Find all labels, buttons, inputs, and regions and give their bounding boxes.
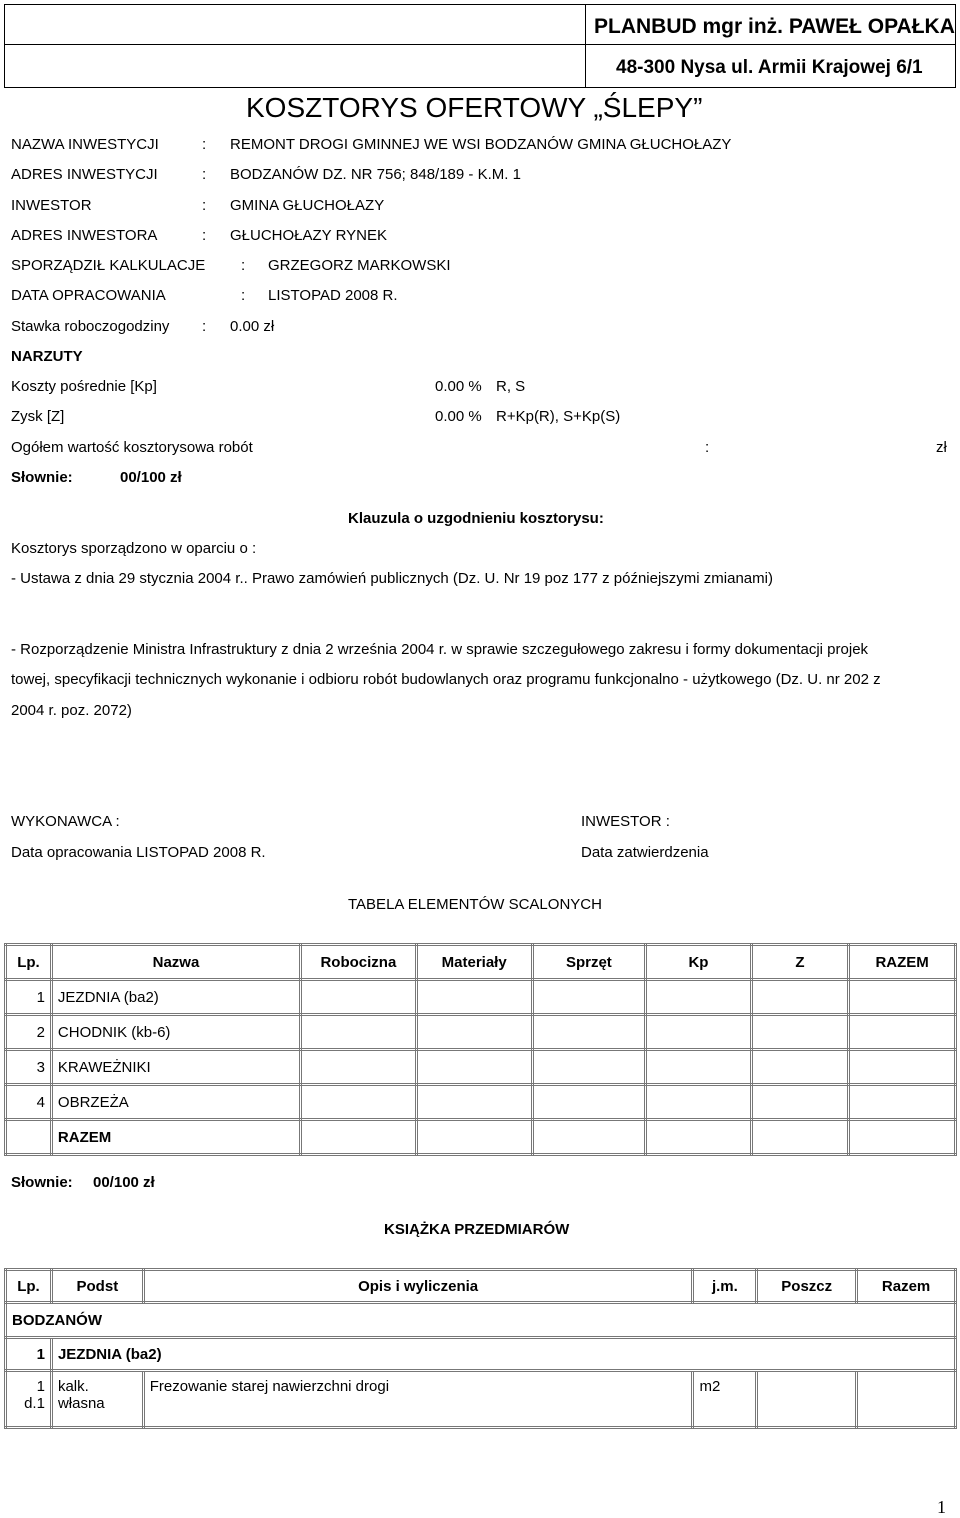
colon: :	[202, 318, 207, 335]
stawka-value: 0.00 zł	[230, 318, 275, 335]
elements-table-title: TABELA ELEMENTÓW SCALONYCH	[348, 896, 602, 913]
header-poszcz: Poszcz	[757, 1270, 857, 1303]
data-opracowania-label: DATA OPRACOWANIA	[11, 287, 166, 304]
total-label: Ogółem wartość kosztorysowa robót	[11, 439, 253, 456]
item-jm: m2	[693, 1371, 757, 1428]
row-lp: 1	[6, 980, 52, 1015]
narzuty-heading: NARZUTY	[11, 348, 83, 365]
header-razem: Razem	[857, 1270, 956, 1303]
inwestor-signature-label: INWESTOR :	[581, 813, 670, 830]
elements-slownie-value: 00/100 zł	[93, 1174, 155, 1191]
inwestor-value: GMINA GŁUCHOŁAZY	[230, 197, 385, 214]
elements-slownie-label: Słownie:	[11, 1174, 73, 1191]
row-nazwa: KRAWEŻNIKI	[51, 1050, 300, 1085]
adres-inwestycji-value: BODZANÓW DZ. NR 756; 848/189 - K.M. 1	[230, 166, 521, 183]
klauzula-line-2: - Rozporządzenie Ministra Infrastruktury z dnia 2 września 2004 r. w sprawie szczegułowego zakresu i formy dokumentacji projek	[11, 641, 869, 658]
slownie-label: Słownie:	[11, 469, 73, 486]
klauzula-line-4: 2004 r. poz. 2072)	[11, 702, 132, 719]
group-row	[6, 1338, 956, 1371]
header-lp: Lp.	[6, 1270, 52, 1303]
item-podst	[51, 1371, 143, 1428]
nazwa-value: REMONT DROGI GMINNEJ WE WSI BODZANÓW GMINA GŁUCHOŁAZY	[230, 136, 732, 153]
page-number: 1	[937, 1497, 946, 1517]
kp-value: 0.00 %	[435, 378, 482, 395]
elements-table	[4, 943, 957, 1156]
adres-inwestycji-label: ADRES INWESTYCJI	[11, 166, 158, 183]
item-podst-1: kalk.	[57, 1378, 89, 1395]
wykonawca-label: WYKONAWCA :	[11, 813, 120, 830]
colon: :	[241, 257, 246, 274]
kp-base: R, S	[496, 378, 526, 395]
kp-label: Koszty pośrednie [Kp]	[11, 378, 157, 395]
header-kp: Kp	[646, 945, 752, 980]
data-opracowania-value: LISTOPAD 2008 R.	[268, 287, 398, 304]
header-razem: RAZEM	[849, 945, 956, 980]
colon: :	[202, 136, 207, 153]
row-nazwa: JEZDNIA (ba2)	[51, 980, 300, 1015]
table-row	[6, 1050, 956, 1085]
item-lp-1: 1	[36, 1378, 45, 1395]
item-opis: Frezowanie starej nawierzchni drogi	[143, 1371, 693, 1428]
document-title: KOSZTORYS OFERTOWY „ŚLEPY”	[246, 92, 703, 123]
total-row-label: RAZEM	[51, 1120, 300, 1155]
sporzadzil-value: GRZEGORZ MARKOWSKI	[268, 257, 451, 274]
header-materialy: Materiały	[416, 945, 532, 980]
row-lp: 4	[6, 1085, 52, 1120]
table-row	[6, 1371, 956, 1428]
inwestor-label: INWESTOR	[11, 197, 92, 214]
colon: :	[202, 227, 207, 244]
data-zatwierdzenia: Data zatwierdzenia	[581, 844, 709, 861]
przedmiar-title: KSIĄŻKA PRZEDMIARÓW	[384, 1221, 570, 1238]
row-nazwa: OBRZEŻA	[51, 1085, 300, 1120]
zysk-value: 0.00 %	[435, 408, 482, 425]
zysk-label: Zysk [Z]	[11, 408, 65, 425]
group-lp: 1	[6, 1338, 52, 1371]
company-address: 48-300 Nysa ul. Armii Krajowej 6/1	[616, 57, 923, 78]
klauzula-intro: Kosztorys sporządzono w oparciu o :	[11, 540, 257, 557]
header-sprzet: Sprzęt	[532, 945, 646, 980]
row-lp: 2	[6, 1015, 52, 1050]
section-row	[6, 1303, 956, 1338]
company-name: PLANBUD mgr inż. PAWEŁ OPAŁKA	[594, 15, 955, 38]
header-podst: Podst	[51, 1270, 143, 1303]
klauzula-heading: Klauzula o uzgodnieniu kosztorysu:	[348, 510, 604, 527]
slownie-value: 00/100 zł	[120, 469, 182, 486]
adres-inwestora-value: GŁUCHOŁAZY RYNEK	[230, 227, 387, 244]
adres-inwestora-label: ADRES INWESTORA	[11, 227, 158, 244]
data-opracowania-signature: Data opracowania LISTOPAD 2008 R.	[11, 844, 266, 861]
header-jm: j.m.	[693, 1270, 757, 1303]
nazwa-label: NAZWA INWESTYCJI	[11, 136, 159, 153]
total-currency: zł	[936, 439, 947, 456]
header-lp: Lp.	[6, 945, 52, 980]
sporzadzil-label: SPORZĄDZIŁ KALKULACJE	[11, 257, 206, 274]
item-lp-2: d.1	[24, 1395, 45, 1412]
header-opis: Opis i wyliczenia	[143, 1270, 693, 1303]
klauzula-line-1: - Ustawa z dnia 29 stycznia 2004 r.. Prawo zamówień publicznych (Dz. U. Nr 19 poz 177 z późniejszymi zmianami)	[11, 570, 773, 587]
colon: :	[202, 166, 207, 183]
table-total-row	[6, 1120, 956, 1155]
row-lp: 3	[6, 1050, 52, 1085]
zysk-base: R+Kp(R), S+Kp(S)	[496, 408, 621, 425]
group-name: JEZDNIA (ba2)	[51, 1338, 955, 1371]
letterhead-divider	[585, 4, 586, 88]
section-name: BODZANÓW	[6, 1303, 956, 1338]
table-row	[6, 1085, 956, 1120]
row-nazwa: CHODNIK (kb-6)	[51, 1015, 300, 1050]
colon: :	[705, 439, 710, 456]
przedmiar-table	[4, 1268, 957, 1429]
header-z: Z	[751, 945, 849, 980]
table-header-row	[6, 1270, 956, 1303]
letterhead	[4, 4, 956, 90]
colon: :	[241, 287, 246, 304]
item-lp	[6, 1371, 52, 1428]
klauzula-line-3: towej, specyfikacji technicznych wykonanie i odbioru robót budowlanych oraz programu funkcjonalno - użytkowego (Dz. U. nr 202 z	[11, 671, 881, 688]
item-podst-2: własna	[57, 1395, 105, 1412]
stawka-label: Stawka roboczogodziny	[11, 318, 170, 335]
colon: :	[202, 197, 207, 214]
header-robocizna: Robocizna	[300, 945, 416, 980]
header-nazwa: Nazwa	[51, 945, 300, 980]
table-row	[6, 1015, 956, 1050]
table-header-row	[6, 945, 956, 980]
table-row	[6, 980, 956, 1015]
